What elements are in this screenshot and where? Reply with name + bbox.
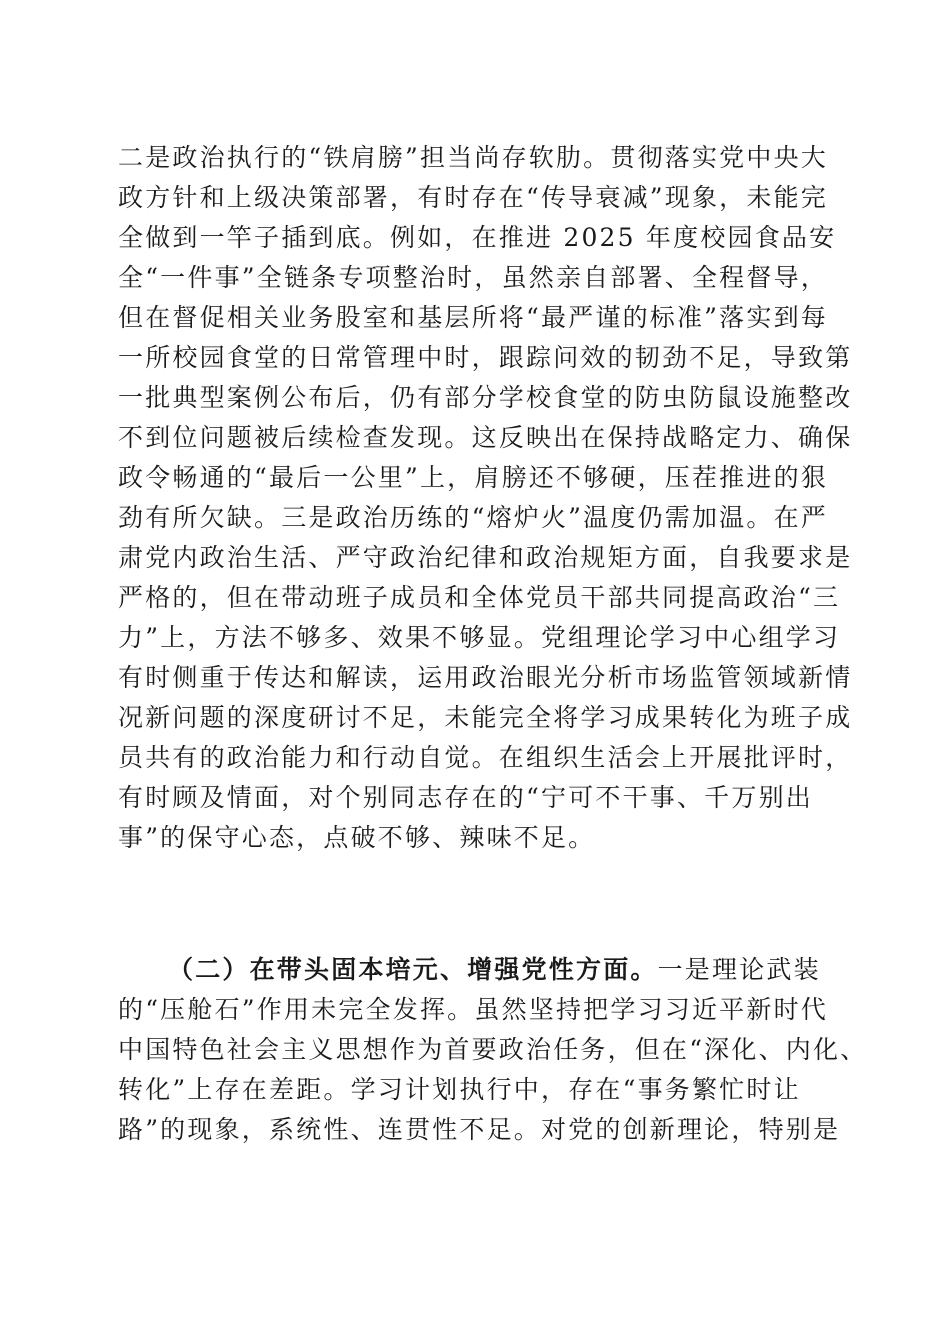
text-segment: 一是理论武装 — [657, 955, 821, 984]
text-line: 政令畅通的“最后一公里”上，肩膀还不够硬，压茬推进的狠 — [118, 463, 828, 492]
text-line: 员共有的政治能力和行动自觉。在组织生活会上开展批评时， — [118, 743, 853, 772]
text-line: 一所校园食堂的日常管理中时，跟踪问效的韧劲不足，导致第 — [118, 343, 853, 372]
text-line: 二是政治执行的“铁肩膀”担当尚存软肋。贯彻落实党中央大 — [118, 143, 828, 172]
text-line: 路”的现象，系统性、连贯性不足。对党的创新理论，特别是 — [118, 1115, 841, 1144]
text-line: 一批典型案例公布后，仍有部分学校食堂的防虫防鼠设施整改 — [118, 383, 853, 412]
paragraph-party-spirit — [118, 950, 868, 1150]
text-line: 劲有所欠缺。三是政治历练的“熔炉火”温度仍需加温。在严 — [118, 503, 828, 532]
paragraph-first-line — [118, 950, 838, 990]
text-line: 有时侧重于传达和解读，运用政治眼光分析市场监管领域新情 — [118, 663, 853, 692]
section-heading: （二）在带头固本培元、增强党性方面。 — [168, 955, 658, 984]
text-line: 的“压舱石”作用未完全发挥。虽然坚持把学习习近平新时代 — [118, 995, 828, 1024]
text-line: 况新问题的深度研讨不足，未能完全将学习成果转化为班子成 — [118, 703, 853, 732]
text-line: 但在督促相关业务股室和基层所将“最严谨的标准”落实到每 — [118, 303, 828, 332]
text-line: 严格的，但在带动班子成员和全体党员干部共同提高政治“三 — [118, 583, 841, 612]
text-line: 不到位问题被后续检查发现。这反映出在保持战略定力、确保 — [118, 423, 853, 452]
text-line: 力”上，方法不够多、效果不够显。党组理论学习中心组学习 — [118, 623, 841, 652]
text-line: 肃党内政治生活、严守政治纪律和政治规矩方面，自我要求是 — [118, 543, 853, 572]
text-line: 中国特色社会主义思想作为首要政治任务，但在“深化、内化、 — [118, 1035, 868, 1064]
text-line: 转化”上存在差距。学习计划执行中，存在“事务繁忙时让 — [118, 1075, 801, 1104]
text-line: 全做到一竿子插到底。例如，在推进 2025 年度校园食品安 — [118, 223, 837, 252]
paragraph-political-execution — [118, 138, 853, 858]
text-line: 政方针和上级决策部署，有时存在“传导衰减”现象，未能完 — [118, 183, 828, 212]
text-line: 全“一件事”全链条专项整治时，虽然亲自部署、全程督导， — [118, 263, 828, 292]
text-line: 有时顾及情面，对个别同志存在的“宁可不干事、千万别出 — [118, 783, 813, 812]
text-line: 事”的保守心态，点破不够、辣味不足。 — [118, 823, 596, 852]
